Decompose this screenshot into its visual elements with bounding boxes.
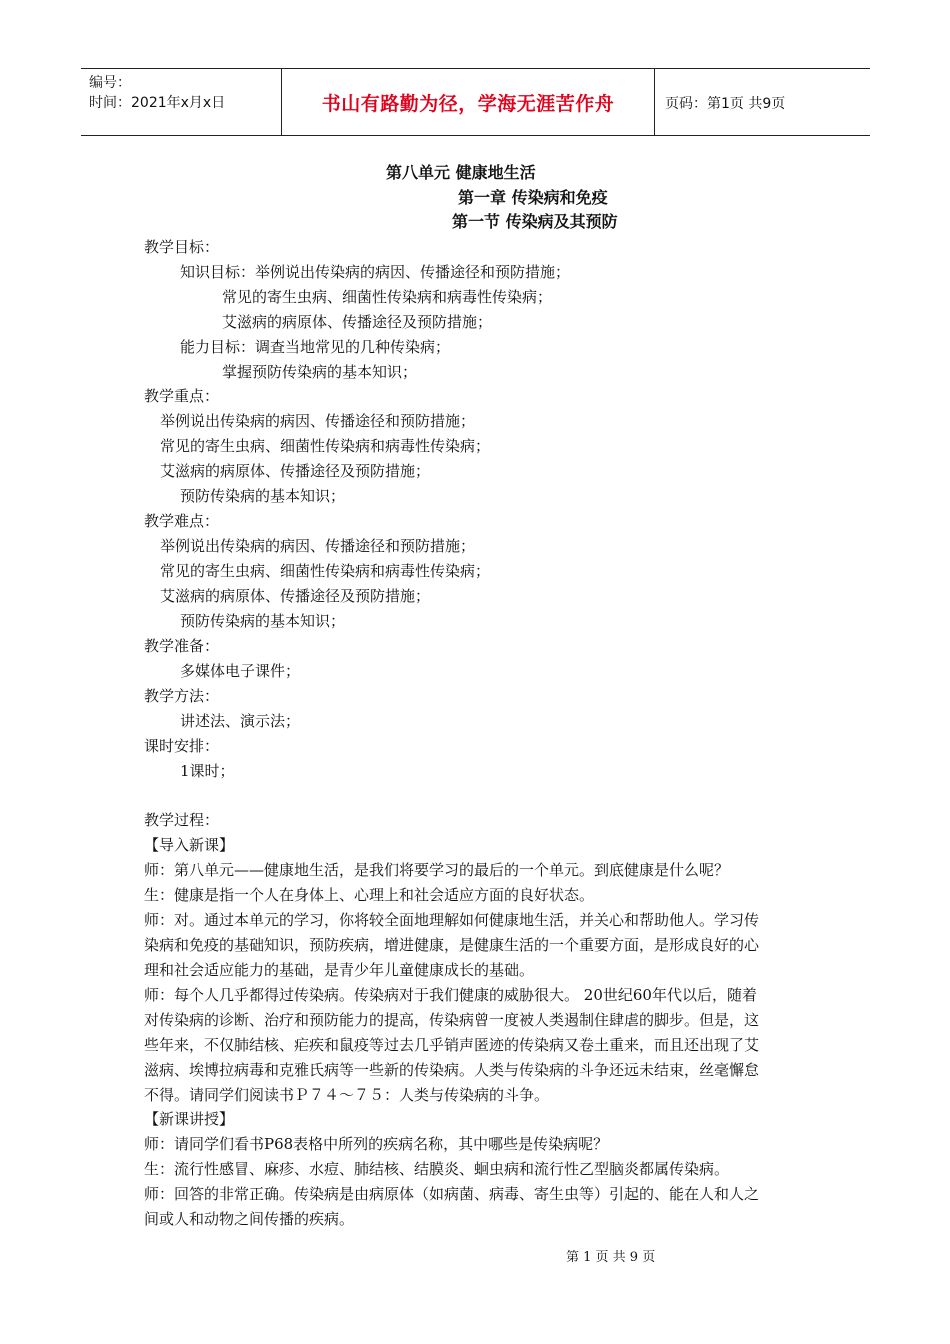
dialogue-line: 些年来，不仅肺结核、疟疾和鼠疫等过去几乎销声匿迹的传染病又卷土重来，而且还出现了艾 [144,1036,760,1054]
header-motto: 书山有路勤为径，学海无涯苦作舟 [321,92,615,115]
preparation-line: 多媒体电子课件； [180,662,301,680]
objectives-heading: 教学目标： [144,238,220,256]
schedule-heading: 课时安排： [144,737,220,755]
dialogue-line: 师：第八单元——健康地生活，是我们将要学习的最后的一个单元。到底健康是什么呢？ [144,861,730,879]
key-points-heading: 教学重点： [144,387,220,405]
key-point-line: 举例说出传染病的病因、传播途径和预防措施； [160,412,476,430]
difficulty-line: 预防传染病的基本知识； [180,612,346,630]
header-meta [89,73,225,113]
dialogue-line: 染病和免疫的基础知识，预防疾病，增进健康，是健康生活的一个重要方面，是形成良好的心 [144,936,760,954]
page-footer: 第 1 页 共 9 页 [566,1250,656,1265]
intro-section-heading: 【导入新课】 [144,836,235,854]
document-number-label: 编号： [89,75,131,91]
header-motto-cell [281,68,655,136]
new-lesson-heading: 【新课讲授】 [144,1110,235,1128]
difficulties-heading: 教学难点： [144,512,220,530]
document-date-label: 时间：2021年x月x日 [89,95,226,111]
difficulty-line: 常见的寄生虫病、细菌性传染病和病毒性传染病； [160,562,491,580]
dialogue-line: 师：请同学们看书P68表格中所列的疾病名称，其中哪些是传染病呢？ [144,1135,609,1153]
header-page-info: 页码：第1页 共9页 [665,96,786,112]
difficulty-line: 举例说出传染病的病因、传播途径和预防措施； [160,537,476,555]
method-heading: 教学方法： [144,687,220,705]
schedule-line: 1课时； [180,762,235,780]
dialogue-line: 生：健康是指一个人在身体上、心理上和社会适应方面的良好状态。 [144,886,595,904]
section-title: 第一节 传染病及其预防 [452,212,618,231]
difficulty-line: 艾滋病的病原体、传播途径及预防措施； [160,587,431,605]
dialogue-line: 生：流行性感冒、麻疹、水痘、肺结核、结膜炎、蛔虫病和流行性乙型脑炎都属传染病。 [144,1160,730,1178]
preparation-heading: 教学准备： [144,637,220,655]
knowledge-objective-line: 艾滋病的病原体、传播途径及预防措施； [222,313,493,331]
dialogue-line: 师：对。通过本单元的学习，你将较全面地理解如何健康地生活，并关心和帮助他人。学习传 [144,911,760,929]
key-point-line: 艾滋病的病原体、传播途径及预防措施； [160,462,431,480]
dialogue-line: 师：每个人几乎都得过传染病。传染病对于我们健康的威胁很大。 20世纪60年代以后，随着 [144,986,757,1004]
key-point-line: 常见的寄生虫病、细菌性传染病和病毒性传染病； [160,437,491,455]
page-header [81,68,870,136]
ability-objective-line: 掌握预防传染病的基本知识； [222,363,418,381]
method-line: 讲述法、演示法； [180,712,301,730]
knowledge-objective-line: 知识目标：举例说出传染病的病因、传播途径和预防措施； [180,263,571,281]
dialogue-line: 间或人和动物之间传播的疾病。 [144,1210,355,1228]
key-point-line: 预防传染病的基本知识； [180,487,346,505]
process-heading: 教学过程： [144,811,220,829]
dialogue-line: 不得。请同学们阅读书Ｐ７４～７５：人类与传染病的斗争。 [144,1086,550,1104]
dialogue-line: 师：回答的非常正确。传染病是由病原体（如病菌、病毒、寄生虫等）引起的、能在人和人之 [144,1185,760,1203]
ability-objective-line: 能力目标：调查当地常见的几种传染病； [180,338,451,356]
knowledge-objective-line: 常见的寄生虫病、细菌性传染病和病毒性传染病； [222,288,553,306]
dialogue-line: 对传染病的诊断、治疗和预防能力的提高，传染病曾一度被人类遏制住肆虐的脚步。但是，这 [144,1011,760,1029]
chapter-title: 第一章 传染病和免疫 [458,188,608,207]
unit-title: 第八单元 健康地生活 [386,163,536,182]
dialogue-line: 理和社会适应能力的基础，是青少年儿童健康成长的基础。 [144,961,535,979]
dialogue-line: 滋病、埃博拉病毒和克雅氏病等一些新的传染病。人类与传染病的斗争还远未结束，丝毫懈怠 [144,1061,760,1079]
